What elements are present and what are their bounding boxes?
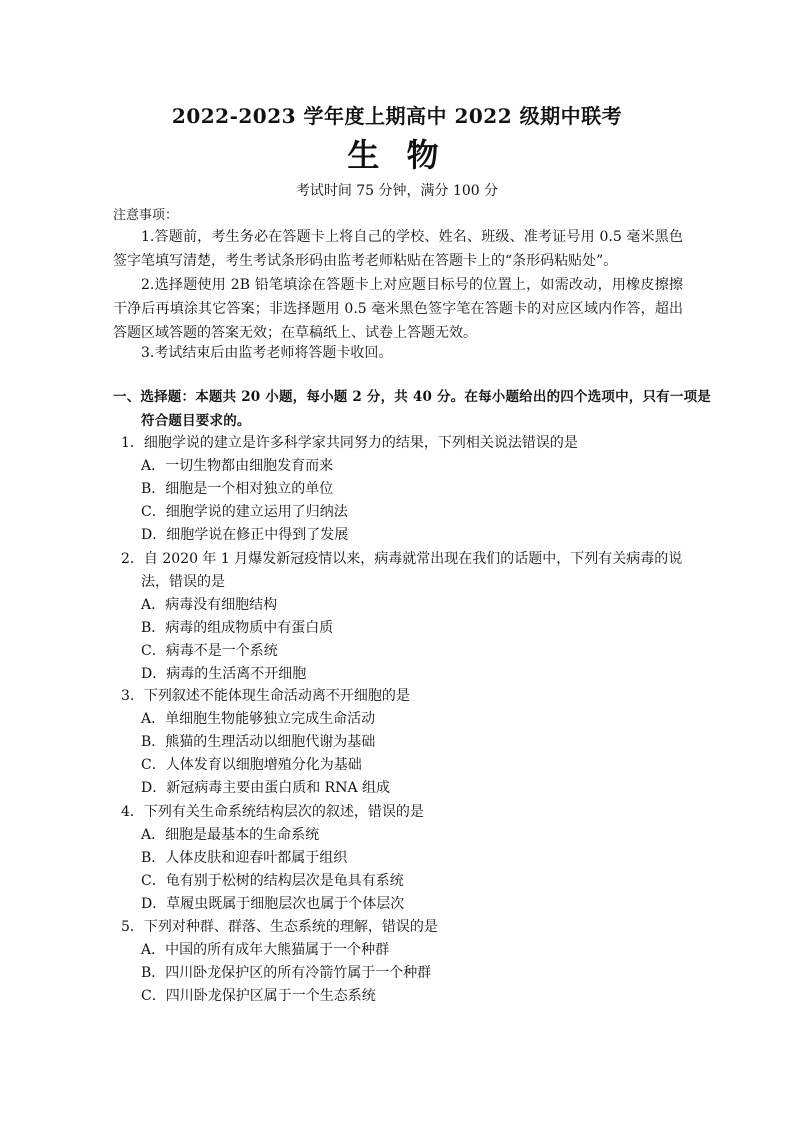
- note-item-3: 3.考试结束后由监考老师将答题卡收回。: [141, 345, 393, 361]
- note-item-1: 1.答题前，考生务必在答题卡上将自己的学校、姓名、班级、准考证号用 0.5 毫米黑色签字笔填写清楚，考生考试条形码由监考老师粘贴在答题卡上的“条形码粘贴处”。: [113, 229, 683, 269]
- option-b: B．细胞是一个相对独立的单位: [141, 481, 334, 497]
- option-c: C．病毒不是一个系统: [141, 643, 278, 659]
- option-a: A．细胞是最基本的生命系统: [141, 827, 320, 843]
- question-stem: 1．细胞学说的建立是许多科学家共同努力的结果，下列相关说法错误的是: [121, 435, 578, 451]
- question-4: [113, 801, 683, 916]
- question-2: [113, 548, 683, 686]
- question-stem: 3．下列叙述不能体现生命活动离不开细胞的是: [121, 688, 410, 704]
- option-d: D．病毒的生活离不开细胞: [141, 666, 307, 682]
- option-c: C．龟有别于松树的结构层次是龟具有系统: [141, 873, 404, 889]
- option-a: A．单细胞生物能够独立完成生命活动: [141, 711, 376, 727]
- option-d: D．新冠病毒主要由蛋白质和 RNA 组成: [141, 780, 391, 796]
- option-c: C．人体发育以细胞增殖分化为基础: [141, 757, 362, 773]
- question-1: [113, 432, 683, 547]
- note-item-2: 2.选择题使用 2B 铅笔填涂在答题卡上对应题目标号的位置上，如需改动，用橡皮擦擦干净后再填涂其它答案；非选择题用 0.5 毫米黑色签字笔在答题卡的对应区域内作答，超出答题区域答题的答案无效；在草稿纸上、试卷上答题无效。: [113, 277, 683, 341]
- section-heading: 一、选择题：本题共 20 小题，每小题 2 分，共 40 分。在每小题给出的四个选项中，只有一项是符合题目要求的。: [113, 389, 711, 429]
- option-a: A．中国的所有成年大熊猫属于一个种群: [141, 942, 390, 958]
- option-a: A．病毒没有细胞结构: [141, 597, 278, 613]
- subject-title: 生 物: [347, 136, 447, 174]
- question-stem: 4．下列有关生命系统结构层次的叙述，错误的是: [121, 804, 424, 820]
- question-stem: 2．自 2020 年 1 月爆发新冠疫情以来，病毒就常出现在我们的话题中，下列有关病毒的说法，错误的是: [121, 551, 683, 590]
- option-b: B．熊猫的生理活动以细胞代谢为基础: [141, 734, 376, 750]
- option-b: B．四川卧龙保护区的所有冷箭竹属于一个种群: [141, 965, 432, 981]
- option-d: D．细胞学说在修正中得到了发展: [141, 527, 349, 543]
- option-c: C．四川卧龙保护区属于一个生态系统: [141, 988, 376, 1004]
- option-c: C．细胞学说的建立运用了归纳法: [141, 504, 348, 520]
- exam-title: 2022-2023 学年度上期高中 2022 级期中联考: [171, 104, 623, 128]
- option-d: D．草履虫既属于细胞层次也属于个体层次: [141, 896, 405, 912]
- option-b: B．病毒的组成物质中有蛋白质: [141, 620, 334, 636]
- question-3: [113, 685, 683, 800]
- option-a: A．一切生物都由细胞发育而来: [141, 458, 334, 474]
- question-5: [113, 916, 683, 1008]
- question-stem: 5．下列对种群、群落、生态系统的理解，错误的是: [121, 919, 438, 935]
- exam-time-info: 考试时间 75 分钟，满分 100 分: [295, 183, 499, 199]
- notes-heading: 注意事项：: [113, 208, 179, 223]
- option-b: B．人体皮肤和迎春叶都属于组织: [141, 850, 348, 866]
